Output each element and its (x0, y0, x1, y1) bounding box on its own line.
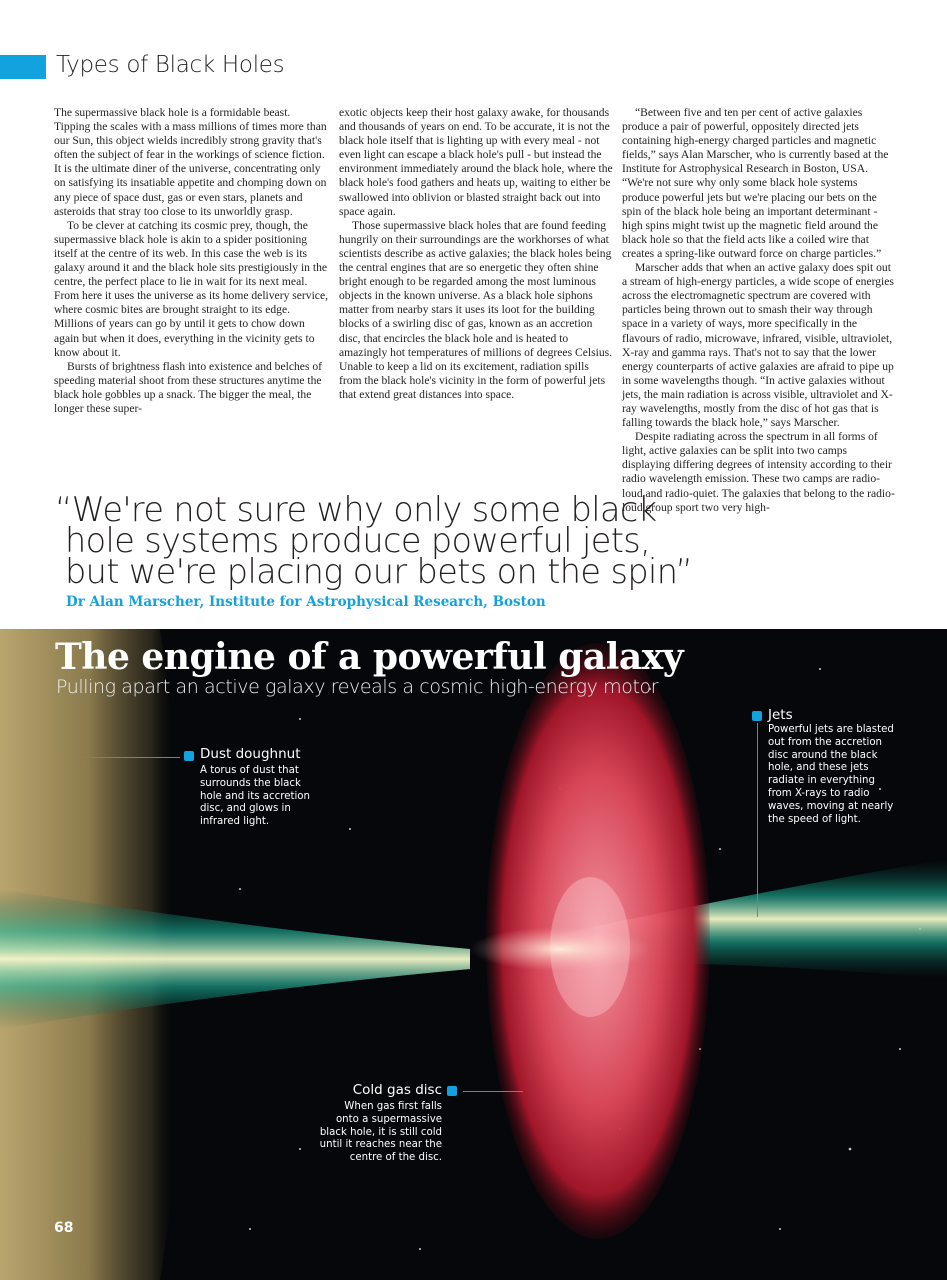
gas-label-line: until it reaches near the (319, 1139, 442, 1151)
dust-leader-line (80, 757, 180, 758)
jets-label-line: disc around the black (768, 749, 878, 761)
page-number: 68 (54, 1220, 74, 1236)
jets-label-line: from X-rays to radio (768, 787, 870, 799)
paragraph: Marscher adds that when an active galaxy does spit out a stream of high-energy particles, a wide scope of energies across the electromagnetic spectrum are covered with particles being thrown out to smash their way through space in a variety of ways, more specifically in the flavours of radio, microwave, infrared, visible, ultraviolet, X-ray and gamma rays. That's not to say that the lower energy counterparts of active galaxies are afraid to pipe up in some wavelengths though. “In active galaxies without jets, the main radiation is across visible, ultraviolet and X-ray wavelengths, mostly from the disc of hot gas that is falling towards the black hole,” says Marscher. (622, 261, 894, 430)
article-column-3 (622, 106, 896, 515)
gas-label-line: When gas first falls (344, 1101, 442, 1112)
gas-label-heading: Cold gas disc (352, 1082, 442, 1098)
pull-quote-line: hole systems produce powerful jets, (65, 521, 651, 560)
paragraph: Despite radiating across the spectrum in all forms of light, active galaxies can be split into two camps displaying differing degrees of intensity according to their radio wavelength emission. These two camps are radio-loud and radio-quiet. The galaxies that belong to the radio-loud group sport two very high- (622, 430, 895, 514)
pull-quote-attribution: Dr Alan Marscher, Institute for Astrophysical Research, Boston (66, 594, 546, 610)
jets-leader-line (757, 723, 758, 917)
gas-label-line: centre of the disc. (349, 1152, 442, 1164)
paragraph: “Between five and ten per cent of active galaxies produce a pair of powerful, oppositely directed jets containing high-energy charged particles and magnetic fields,” says Alan Marscher, who is currently based at the Institute for Astrophysical Research in Boston, USA. “We're not sure why only some black hole systems produce powerful jets but we're placing our bets on the spin of the black hole being an important determinant - high spins might twist up the magnetic field around the black hole so that the field acts like a coiled wire that creates a spring-like outward force on charge particles.” (622, 106, 889, 260)
article-column-2 (339, 106, 613, 402)
jets-label-line: Powerful jets are blasted (768, 724, 894, 735)
pull-quote-line: but we're placing our bets on the spin” (65, 552, 693, 591)
article-column-1 (54, 106, 328, 416)
jets-label-line: the speed of light. (768, 813, 861, 825)
dust-label-text (200, 765, 310, 829)
dust-label-line: A torus of dust that (200, 765, 299, 776)
paragraph: The supermassive black hole is a formidable beast. Tipping the scales with a mass millions of times more than our Sun, this object wields incredibly strong gravity that's often the subject of fear in the workings of science fiction. It is the ultimate diner of the universe, concentrating only on satisfying its insatiable appetite and chomping down on any piece of space dust, gas or even stars, planets and asteroids that stray too close to its unworldly grasp. (54, 106, 327, 218)
gas-label-line: black hole, it is still cold (319, 1126, 442, 1138)
gas-label-line: onto a supermassive (335, 1113, 442, 1125)
jet-left (0, 889, 470, 1029)
section-title: Types of Black Holes (56, 52, 285, 78)
jets-label-line: hole, and these jets (768, 762, 869, 774)
pull-quote (55, 490, 693, 591)
paragraph: Those supermassive black holes that are found feeding hungrily on their surroundings are the workhorses of what scientists describe as active galaxies; the black holes being the central engines that are so energetic they often shine bright enough to be regarded among the most luminous objects in the known universe. As a black hole siphons matter from nearby stars it uses its loot for the building blocks of a swirling disc of gas, known as an accretion disc, that encircles the black hole and is heated to amazingly hot temperatures of millions of degrees Celsius. Unable to keep a lid on its excitement, radiation spills from the black hole's vicinity in the form of powerful jets that extend great distances into space. (339, 218, 613, 401)
feature-subtitle: Pulling apart an active galaxy reveals a cosmic high-energy motor (56, 676, 659, 698)
jets-label-line: out from the accretion (768, 736, 883, 748)
paragraph: To be clever at catching its cosmic prey, though, the supermassive black hole is akin to a spider positioning itself at the centre of its web. In this case the web is its galaxy around it and the black hole sits prestigiously in the centre, the perfect place to lie in wait for its next meal. From here it uses the universe as its home delivery service, where cosmic bites are brought straight to its edge. Millions of years can go by until it gets to chow down again but when it does, everything in the vicinity gets to know about it. (54, 218, 328, 359)
gas-label-text (320, 1101, 442, 1165)
dust-label-marker (184, 751, 194, 761)
jets-label-marker (752, 711, 762, 721)
pull-quote-line: “We're not sure why only some black (55, 490, 657, 529)
gas-label-marker (447, 1086, 457, 1096)
paragraph: Bursts of brightness flash into existence and belches of speeding material shoot from these structures anytime the black hole gobbles up a snack. The bigger the meal, the longer these super- (54, 359, 323, 415)
paragraph: exotic objects keep their host galaxy awake, for thousands and thousands of years on end. To be accurate, it is not the black hole itself that is lighting up with every meal - not even light can escape a black hole's pull - but instead the environment immediately around the black hole, where the black hole's food gathers and heats up, waiting to either be swallowed into oblivion or blasted straight back out into space again. (339, 106, 613, 218)
section-color-bar (0, 55, 46, 79)
dust-label-line: hole and its accretion (200, 790, 310, 802)
feature-title: The engine of a powerful galaxy (55, 636, 684, 678)
dust-label-heading: Dust doughnut (200, 746, 301, 762)
jets-label-heading: Jets (768, 707, 793, 723)
jets-label-line: waves, moving at nearly (768, 800, 894, 812)
gas-leader-line (463, 1091, 523, 1092)
dust-label-line: surrounds the black (200, 777, 301, 789)
dust-label-line: infrared light. (200, 816, 270, 828)
jet-core-glow (470, 927, 650, 971)
jets-label-text (768, 724, 894, 826)
dust-label-line: disc, and glows in (200, 803, 291, 815)
jets-label-line: radiate in everything (768, 775, 875, 787)
